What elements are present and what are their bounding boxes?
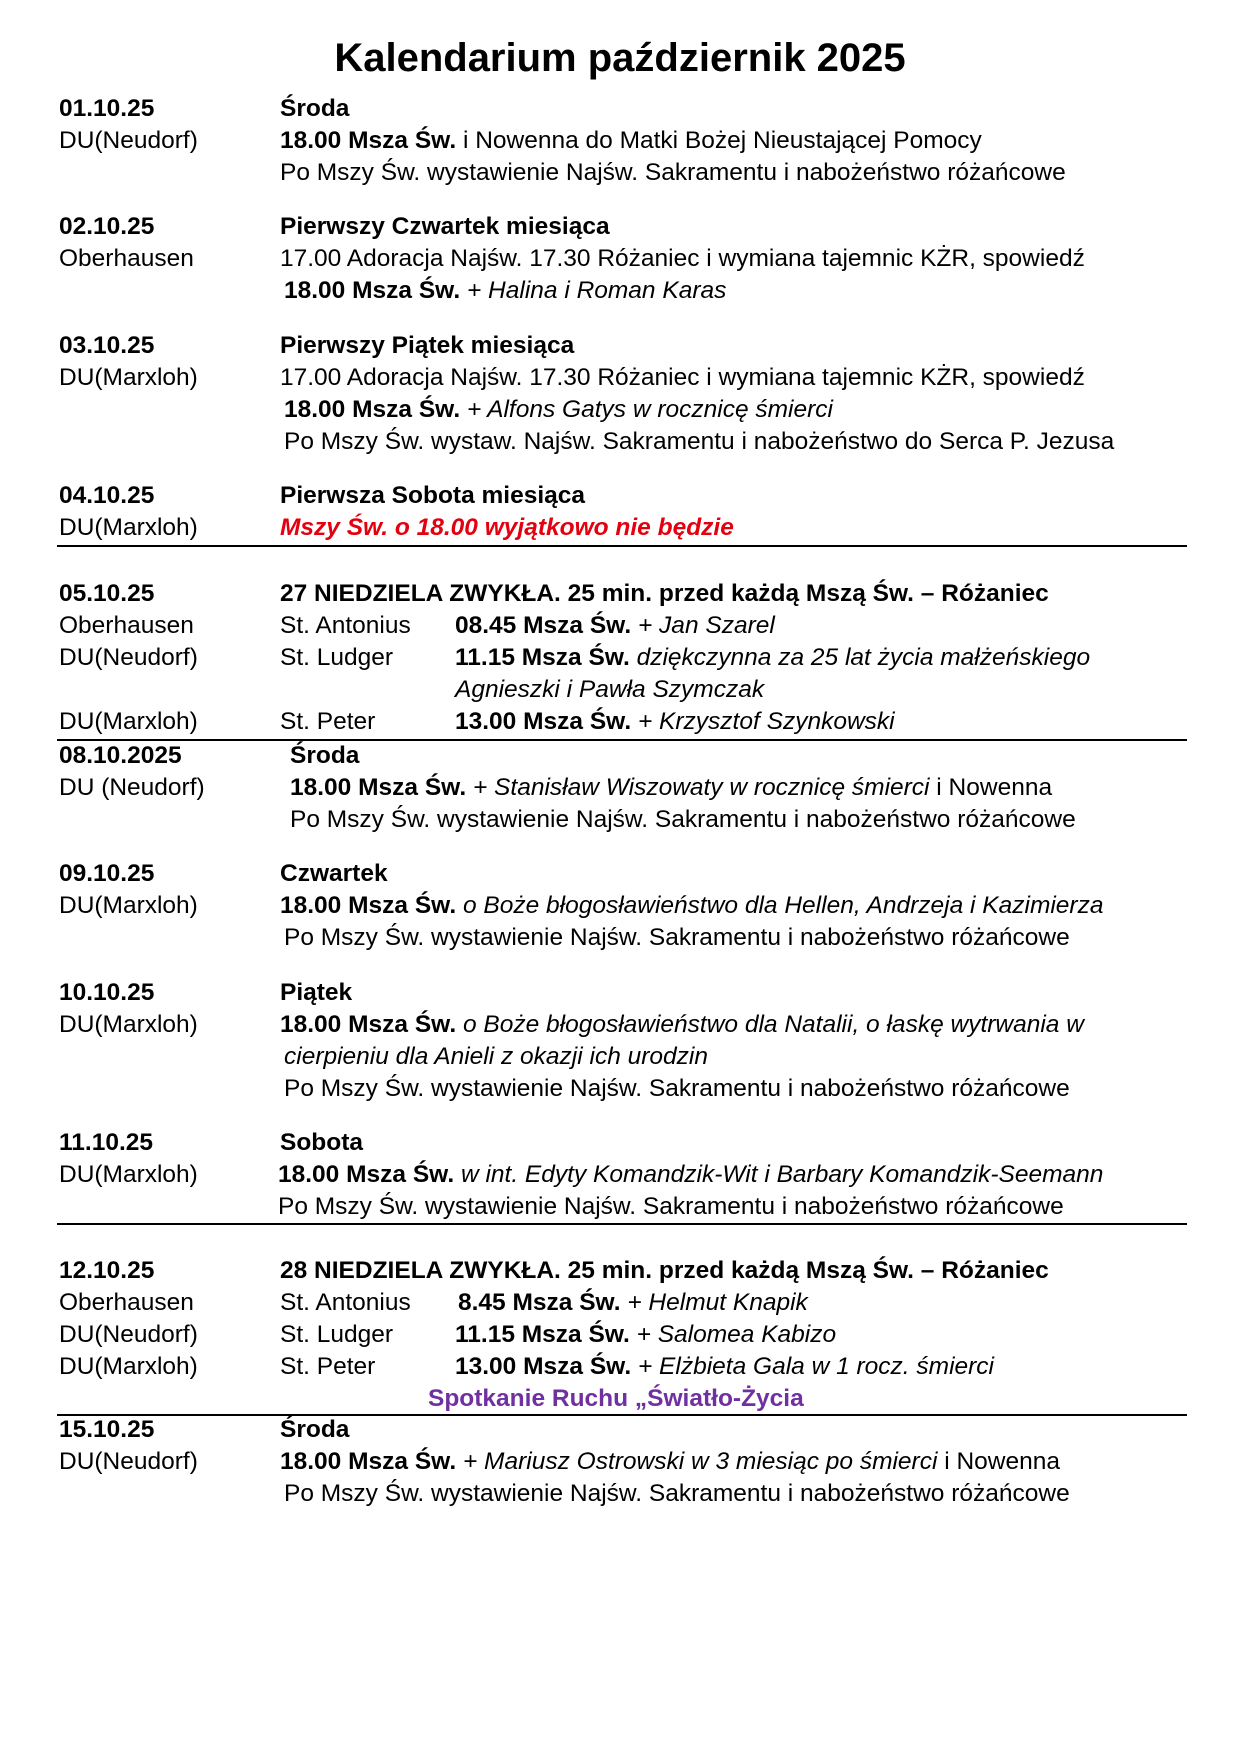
entry-place: DU(Marxloh)	[59, 1161, 198, 1188]
entry-place: DU(Marxloh)	[59, 364, 198, 391]
entry-date: 09.10.25	[59, 860, 155, 887]
mass-time: 13.00 Msza Św.	[455, 708, 632, 735]
row-place: DU(Neudorf)	[59, 644, 198, 671]
mass-intention: + Elżbieta Gala w 1 rocz. śmierci	[631, 1353, 994, 1380]
row-mass	[455, 1319, 836, 1351]
entry-day: Środa	[290, 742, 360, 769]
mass-line	[290, 772, 1052, 804]
entry-date: 03.10.25	[59, 332, 155, 359]
row-mass	[458, 1287, 808, 1319]
row-church: St. Ludger	[280, 644, 394, 671]
after-mass: Po Mszy Św. wystawienie Najśw. Sakramentu i nabożeństwo różańcowe	[284, 1480, 1070, 1507]
entry-date: 08.10.2025	[59, 742, 182, 769]
mass-intention: + Mariusz Ostrowski w 3 miesiąc po śmierci	[456, 1448, 938, 1475]
entry-day: Środa	[280, 1416, 350, 1443]
mass-intention: + Alfons Gatys w rocznicę śmierci	[460, 396, 833, 423]
mass-intention: o Boże błogosławieństwo dla Hellen, Andrzeja i Kazimierza	[456, 892, 1104, 919]
row-mass	[455, 642, 1090, 674]
mass-time: 11.15 Msza Św.	[455, 644, 630, 671]
mass-line	[280, 125, 982, 157]
row-church: St. Peter	[280, 708, 376, 735]
mass-time: 18.00 Msza Św.	[284, 396, 461, 423]
mass-intention: dziękczynna za 25 lat życia małżeńskiego	[629, 644, 1091, 671]
row-mass	[455, 610, 775, 642]
mass-intention: + Stanisław Wiszowaty w rocznicę śmierci	[466, 774, 930, 801]
entry-place: DU(Marxloh)	[59, 1011, 198, 1038]
row-church: St. Antonius	[280, 1289, 411, 1316]
mass-intention-continued: Agnieszki i Pawła Szymczak	[455, 676, 765, 703]
mass-time: 18.00 Msza Św.	[280, 1448, 457, 1475]
mass-time: 18.00 Msza Św.	[284, 277, 461, 304]
mass-line	[278, 1159, 1103, 1191]
entry-date: 15.10.25	[59, 1416, 155, 1443]
row-mass	[455, 706, 895, 738]
mass-time: 08.45 Msza Św.	[455, 612, 632, 639]
entry-place: DU(Neudorf)	[59, 127, 198, 154]
divider	[57, 739, 1187, 741]
entry-date: 04.10.25	[59, 482, 155, 509]
mass-intention: + Salomea Kabizo	[629, 1321, 837, 1348]
entry-day: Pierwszy Czwartek miesiąca	[280, 213, 610, 240]
entry-place: Oberhausen	[59, 245, 194, 272]
divider	[57, 1223, 1187, 1225]
mass-intention: w int. Edyty Komandzik-Wit i Barbary Komandzik-Seemann	[454, 1161, 1104, 1188]
entry-day: Środa	[280, 95, 350, 122]
mass-intention: + Krzysztof Szynkowski	[631, 708, 895, 735]
mass-intention: o Boże błogosławieństwo dla Natalii, o łaskę wytrwania w	[456, 1011, 1084, 1038]
mass-line	[280, 890, 1103, 922]
entry-day: 28 NIEDZIELA ZWYKŁA. 25 min. przed każdą Mszą Św. – Różaniec	[280, 1257, 1049, 1284]
row-place: Oberhausen	[59, 1289, 194, 1316]
page-title: Kalendarium październik 2025	[334, 36, 906, 80]
mass-rest: i Nowenna	[937, 1448, 1060, 1475]
event-announcement: Spotkanie Ruchu „Światło-Życia	[428, 1385, 804, 1412]
mass-time: 18.00 Msza Św.	[280, 892, 457, 919]
mass-intention: + Helmut Knapik	[620, 1289, 808, 1316]
entry-place: DU(Marxloh)	[59, 892, 198, 919]
mass-line	[280, 1446, 1060, 1478]
entry-date: 12.10.25	[59, 1257, 155, 1284]
entry-date: 02.10.25	[59, 213, 155, 240]
row-mass	[455, 1351, 994, 1383]
after-mass: Po Mszy Św. wystawienie Najśw. Sakramentu i nabożeństwo różańcowe	[290, 806, 1076, 833]
row-place: Oberhausen	[59, 612, 194, 639]
mass-time: 18.00 Msza Św.	[280, 1011, 457, 1038]
row-place: DU(Marxloh)	[59, 708, 198, 735]
after-mass: Po Mszy Św. wystawienie Najśw. Sakramentu i nabożeństwo różańcowe	[284, 1075, 1070, 1102]
mass-rest: i Nowenna	[929, 774, 1053, 801]
entry-day: Pierwsza Sobota miesiąca	[280, 482, 586, 509]
mass-time: 18.00 Msza Św.	[290, 774, 467, 801]
mass-line	[280, 1009, 1084, 1041]
row-church: St. Antonius	[280, 612, 411, 639]
mass-time: 13.00 Msza Św.	[455, 1353, 632, 1380]
entry-day: 27 NIEDZIELA ZWYKŁA. 25 min. przed każdą Mszą Św. – Różaniec	[280, 580, 1049, 607]
entry-day: Czwartek	[280, 860, 388, 887]
entry-date: 01.10.25	[59, 95, 155, 122]
divider	[57, 545, 1187, 547]
after-mass: Po Mszy Św. wystaw. Najśw. Sakramentu i nabożeństwo do Serca P. Jezusa	[284, 428, 1115, 455]
divider	[57, 1414, 1187, 1416]
after-mass: Po Mszy Św. wystawienie Najśw. Sakramentu i nabożeństwo różańcowe	[278, 1193, 1064, 1220]
entry-place: DU(Marxloh)	[59, 514, 198, 541]
mass-line	[284, 275, 726, 307]
mass-intention-continued: cierpieniu dla Anieli z okazji ich urodzin	[284, 1043, 708, 1070]
mass-rest: i Nowenna do Matki Bożej Nieustającej Pomocy	[456, 127, 982, 154]
mass-time: 11.15 Msza Św.	[455, 1321, 630, 1348]
adoration-line: 17.00 Adoracja Najśw. 17.30 Różaniec i wymiana tajemnic KŻR, spowiedź	[280, 245, 1085, 272]
entry-place: DU(Neudorf)	[59, 1448, 198, 1475]
after-mass: Po Mszy Św. wystawienie Najśw. Sakramentu i nabożeństwo różańcowe	[284, 924, 1070, 951]
cancellation-notice: Mszy Św. o 18.00 wyjątkowo nie będzie	[280, 514, 734, 541]
row-place: DU(Neudorf)	[59, 1321, 198, 1348]
entry-date: 11.10.25	[59, 1129, 154, 1156]
entry-day: Sobota	[280, 1129, 364, 1156]
mass-time: 18.00 Msza Św.	[278, 1161, 455, 1188]
entry-date: 05.10.25	[59, 580, 155, 607]
row-church: St. Peter	[280, 1353, 376, 1380]
entry-place: DU (Neudorf)	[59, 774, 205, 801]
entry-date: 10.10.25	[59, 979, 155, 1006]
mass-intention: + Halina i Roman Karas	[460, 277, 727, 304]
after-mass: Po Mszy Św. wystawienie Najśw. Sakramentu i nabożeństwo różańcowe	[280, 159, 1066, 186]
mass-intention: + Jan Szarel	[631, 612, 775, 639]
mass-line	[284, 394, 833, 426]
row-church: St. Ludger	[280, 1321, 394, 1348]
entry-day: Pierwszy Piątek miesiąca	[280, 332, 575, 359]
mass-time: 8.45 Msza Św.	[458, 1289, 621, 1316]
mass-time: 18.00 Msza Św.	[280, 127, 457, 154]
adoration-line: 17.00 Adoracja Najśw. 17.30 Różaniec i wymiana tajemnic KŻR, spowiedź	[280, 364, 1085, 391]
row-place: DU(Marxloh)	[59, 1353, 198, 1380]
entry-day: Piątek	[280, 979, 353, 1006]
